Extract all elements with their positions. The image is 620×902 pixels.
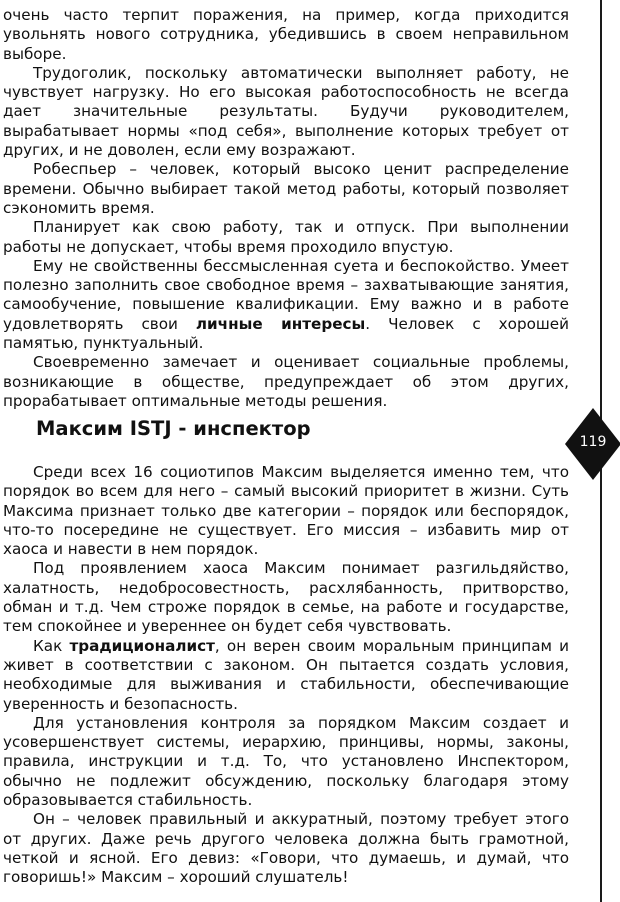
paragraph: Планирует как свою работу, так и отпуск. При выполнении работы не допускает, чтобы время проходило впустую.: [3, 218, 569, 256]
bottom-text-block: [3, 463, 569, 888]
page-number: 119: [579, 434, 607, 450]
paragraph: Среди всех 16 социотипов Максим выделяется именно тем, что порядок во всем для него – самый высокий приоритет в жизни. Суть Максима признает только две категории – порядок или беспорядок, что-то посередине не существует. Его миссия – избавить мир от хаоса и навести в нем порядок.: [3, 463, 569, 559]
paragraph: Трудоголик, поскольку автоматически выполняет работу, не чувствует нагрузку. Но его высокая работоспособность не всегда дает значительные результаты. Будучи руководителем, вырабатывает нормы «под себя», выполнение которых требует от других, и не доволен, если ему возражают.: [3, 63, 569, 160]
paragraph: [3, 257, 569, 353]
paragraph: Робеспьер – человек, который высоко ценит распределение времени. Обычно выбирает такой метод работы, который позволяет сэкономить время.: [3, 160, 569, 217]
paragraph-text: Ему не свойственны бессмысленная суета и беспокойство. Умеет полезно заполнить свое свободное время – захватывающие занятия, самообучение, повышение квалификации. Ему важно и в работе удовлетворять свои: [3, 256, 569, 333]
paragraph: Он – человек правильный и аккуратный, поэтому требует этого от других. Даже речь другого человека должна быть грамотной, четкой и ясной. Его девиз: «Говори, что думаешь, и думай, что говоришь!» Максим – хороший слушатель!: [3, 810, 569, 887]
top-text-block: [3, 6, 569, 411]
paragraph-text: . Человек с хорошей памятью, пунктуальный.: [3, 314, 569, 353]
bold-term: традиционалист: [69, 636, 215, 655]
paragraph-text: Как: [33, 636, 70, 655]
paragraph: очень часто терпит поражения, на пример, когда приходится увольнять нового сотрудника, убедившись в своем неправильном выборе.: [3, 6, 569, 63]
paragraph: [3, 637, 569, 714]
paragraph: Под проявлением хаоса Максим понимает разгильдяйство, халатность, недобросовестность, расхлябанность, притворство, обман и т.д. Чем строже порядок в семье, на работе и государстве, тем спокойнее и увереннее он будет себя чувствовать.: [3, 559, 569, 636]
page-number-badge: [565, 408, 620, 480]
section-heading: Максим ISTJ - инспектор: [36, 417, 311, 440]
paragraph: Своевременно замечает и оценивает социальные проблемы, возникающие в обществе, предупреждает об этом других, прорабатывает оптимальные методы решения.: [3, 353, 569, 410]
paragraph: Для установления контроля за порядком Максим создает и усовершенствует системы, иерархию, принцивы, нормы, законы, правила, инструкции и т.д. То, что установлено Инспектором, обычно не подлежит обсуждению, поскольку благодаря этому образовывается стабильность.: [3, 713, 569, 810]
bold-term: личные интересы: [195, 314, 366, 333]
paragraph-text: , он верен своим моральным принципам и живет в соответствии с законом. Он пытается создать условия, необходимые для выживания и стабильности, обеспечивающие уверенность и безопасность.: [3, 636, 569, 713]
